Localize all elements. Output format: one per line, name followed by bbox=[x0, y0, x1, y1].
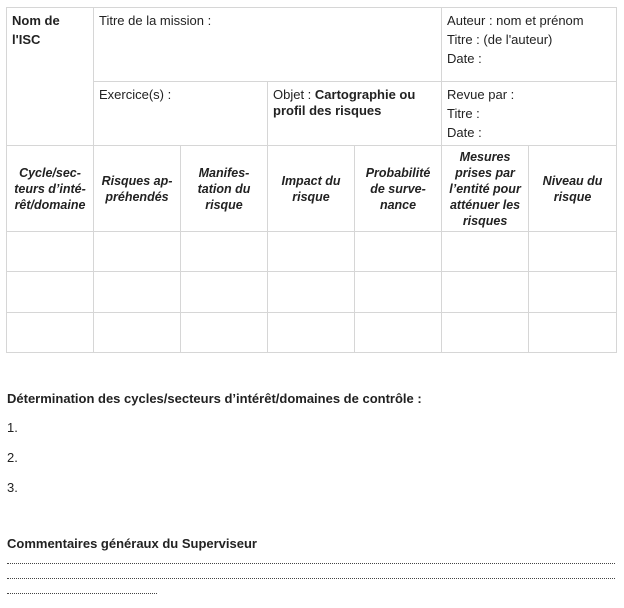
table-cell[interactable] bbox=[268, 232, 355, 272]
determination-item-2[interactable]: 2. bbox=[7, 450, 18, 465]
table-cell[interactable] bbox=[94, 313, 181, 353]
object-value: Cartographie ou profil des risques bbox=[273, 87, 416, 118]
table-cell[interactable] bbox=[7, 272, 94, 313]
col-header-probability: Probabilité de surve-nance bbox=[355, 146, 442, 232]
table-cell[interactable] bbox=[268, 313, 355, 353]
table-cell[interactable] bbox=[529, 272, 617, 313]
object-cell bbox=[268, 82, 442, 146]
col-header-manifestation: Manifes-tation du risque bbox=[181, 146, 268, 232]
risk-profile-form bbox=[6, 7, 617, 353]
table-cell[interactable] bbox=[181, 313, 268, 353]
table-cell[interactable] bbox=[529, 313, 617, 353]
comments-title: Commentaires généraux du Superviseur bbox=[7, 536, 257, 551]
author-name-label: Auteur : nom et prénom bbox=[447, 13, 584, 28]
mission-title-label: Titre de la mission : bbox=[99, 13, 212, 28]
review-date-label: Date : bbox=[447, 125, 482, 140]
table-cell[interactable] bbox=[355, 232, 442, 272]
table-cell[interactable] bbox=[7, 232, 94, 272]
author-cell[interactable] bbox=[442, 8, 617, 82]
col-header-level: Niveau du risque bbox=[529, 146, 617, 232]
table-cell[interactable] bbox=[181, 232, 268, 272]
table-row bbox=[7, 313, 617, 353]
col-header-measures: Mesures prises par l’entité pour atténuer les risques bbox=[442, 146, 529, 232]
author-date-label: Date : bbox=[447, 51, 482, 66]
review-title-label: Titre : bbox=[447, 106, 480, 121]
table-cell[interactable] bbox=[442, 272, 529, 313]
determination-item-3[interactable]: 3. bbox=[7, 480, 18, 495]
table-cell[interactable] bbox=[181, 272, 268, 313]
table-cell[interactable] bbox=[94, 232, 181, 272]
review-cell[interactable] bbox=[442, 82, 617, 146]
determination-title: Détermination des cycles/secteurs d’intérêt/domaines de contrôle : bbox=[7, 391, 422, 406]
col-header-risks: Risques ap-préhendés bbox=[94, 146, 181, 232]
col-header-cycle: Cycle/sec-teurs d’inté-rêt/domaine bbox=[7, 146, 94, 232]
comment-dotted-line[interactable] bbox=[7, 593, 157, 594]
table-row bbox=[7, 272, 617, 313]
exercise-cell[interactable] bbox=[94, 82, 268, 146]
table-cell[interactable] bbox=[355, 313, 442, 353]
review-by-label: Revue par : bbox=[447, 87, 515, 102]
table-cell[interactable] bbox=[355, 272, 442, 313]
mission-title-cell[interactable] bbox=[94, 8, 442, 82]
col-header-impact: Impact du risque bbox=[268, 146, 355, 232]
exercise-label: Exercice(s) : bbox=[99, 87, 172, 102]
isc-name-cell bbox=[7, 8, 94, 146]
table-row bbox=[7, 232, 617, 272]
table-cell[interactable] bbox=[442, 232, 529, 272]
object-prefix: Objet : bbox=[273, 87, 312, 102]
author-title-label: Titre : (de l'auteur) bbox=[447, 32, 553, 47]
comment-dotted-line[interactable] bbox=[7, 563, 615, 564]
table-cell[interactable] bbox=[529, 232, 617, 272]
table-cell[interactable] bbox=[268, 272, 355, 313]
table-cell[interactable] bbox=[94, 272, 181, 313]
comment-dotted-line[interactable] bbox=[7, 578, 615, 579]
table-cell[interactable] bbox=[7, 313, 94, 353]
isc-name-label: Nom de l'ISC bbox=[12, 13, 60, 47]
table-cell[interactable] bbox=[442, 313, 529, 353]
determination-item-1[interactable]: 1. bbox=[7, 420, 18, 435]
